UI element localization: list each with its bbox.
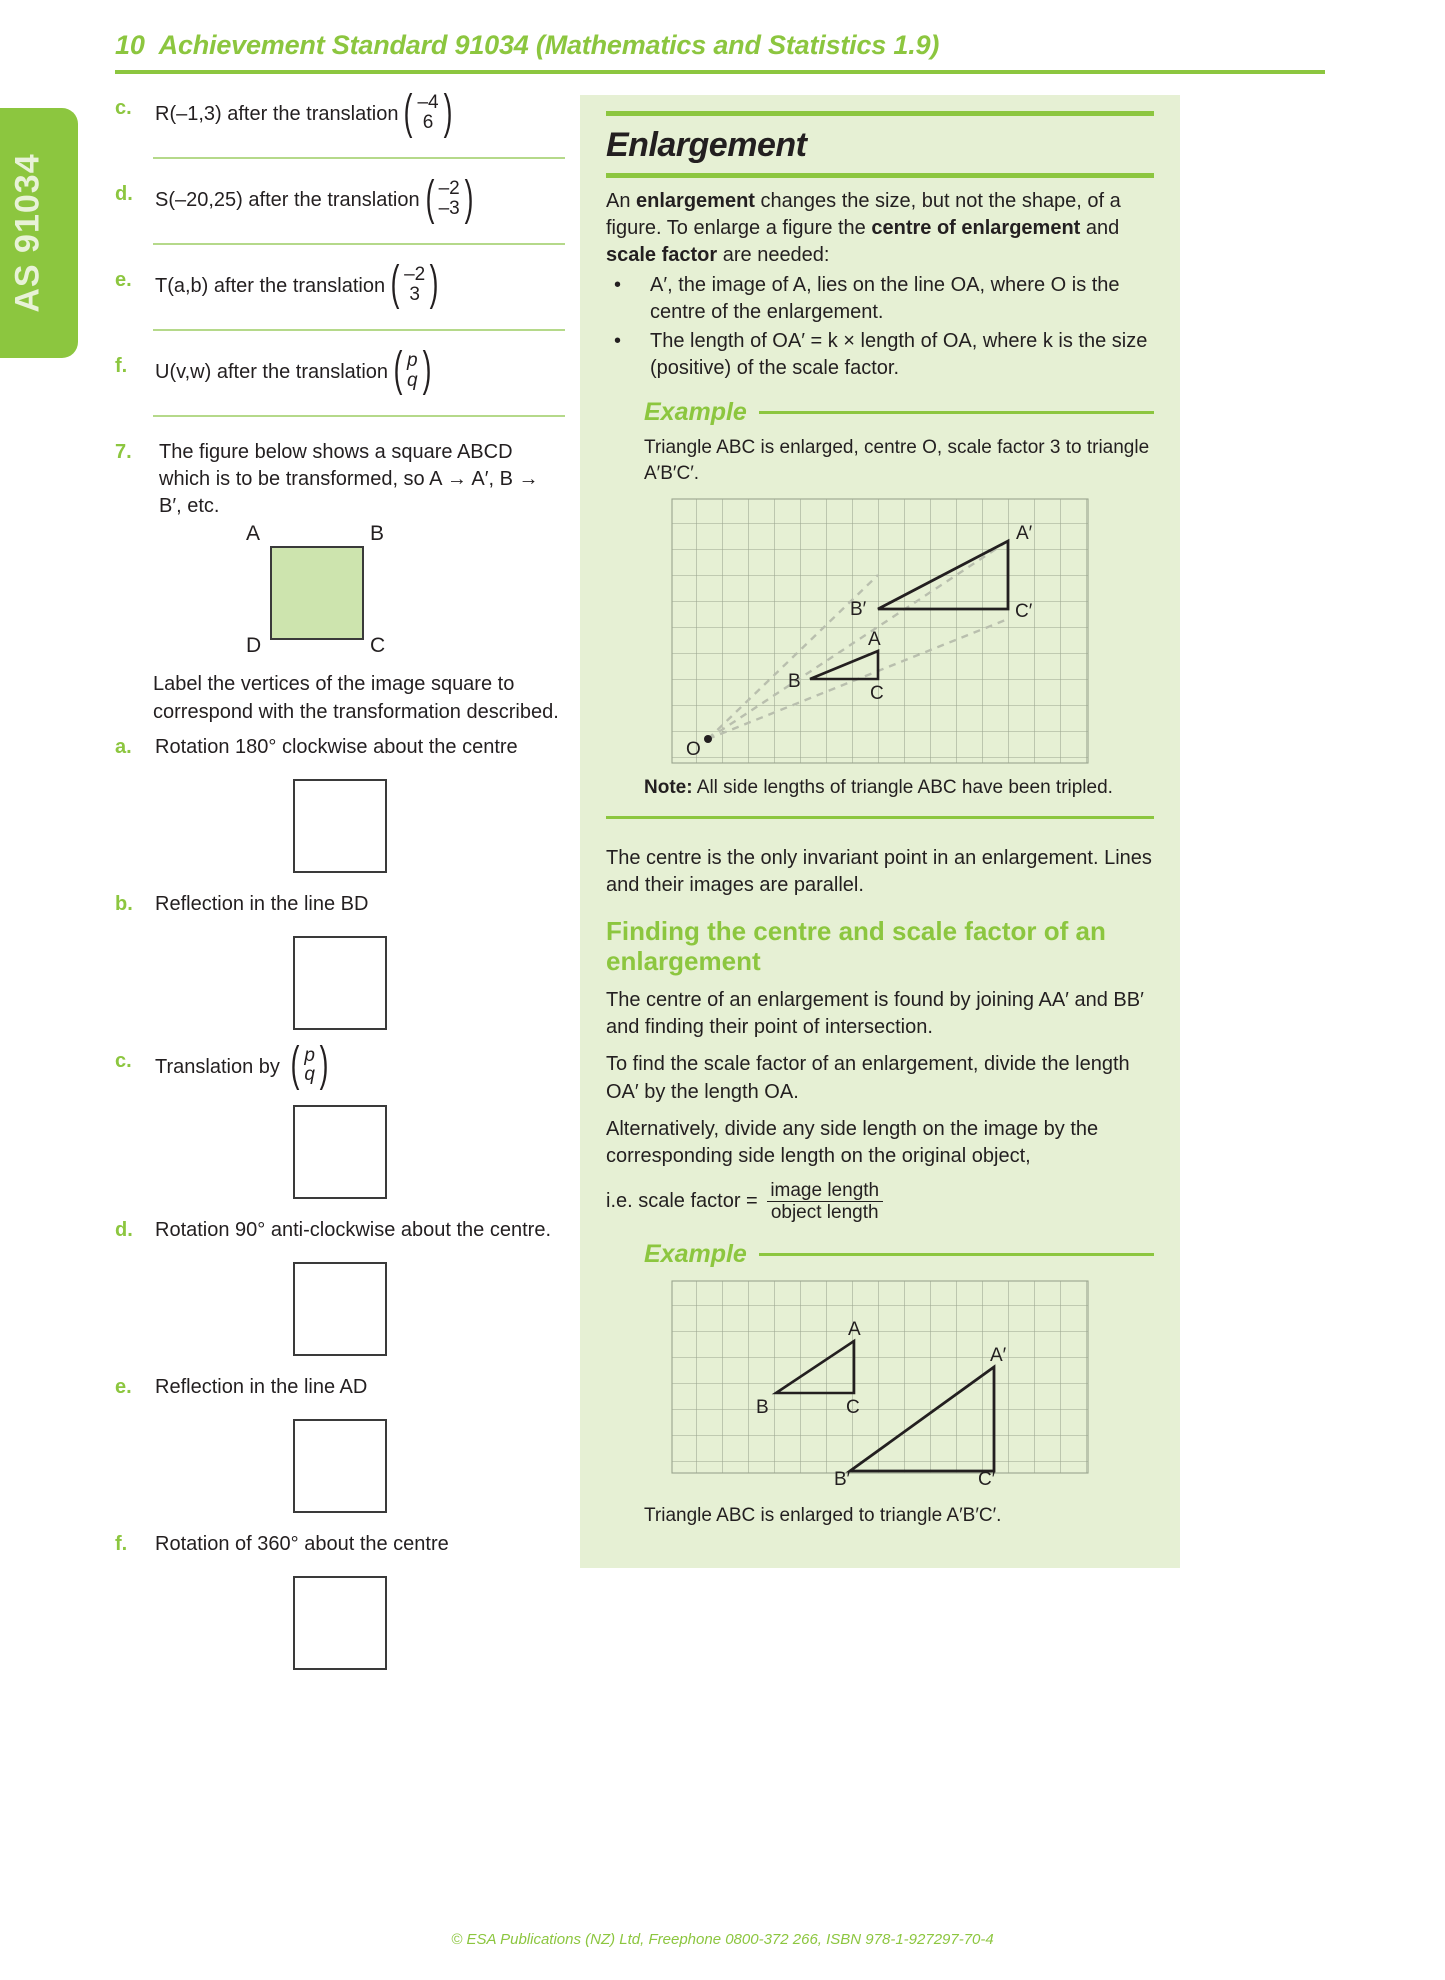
- answer-square-c[interactable]: [293, 1105, 387, 1199]
- list-item: [115, 734, 565, 761]
- left-column: [115, 85, 565, 1688]
- vertex-label-d: D: [246, 633, 262, 657]
- diagram1-label-b: B: [788, 670, 801, 692]
- column-vector: [422, 171, 477, 225]
- paren-left-icon: (: [425, 171, 434, 225]
- question-stem: The figure below shows a square ABCD which is to be transformed, so A → A′, B → B′, etc.: [159, 440, 539, 517]
- fraction-denominator: object length: [767, 1201, 883, 1223]
- diagram2-label-b: B: [756, 1396, 769, 1418]
- list-item: [606, 272, 1154, 326]
- list-item: [115, 1038, 565, 1092]
- answer-square-e[interactable]: [293, 1419, 387, 1513]
- question-number: 7.: [115, 440, 132, 463]
- item-label: f.: [115, 354, 128, 377]
- diagram2-label-c: C: [846, 1396, 860, 1418]
- item-body: [155, 1038, 565, 1092]
- header-title-line: [115, 30, 1325, 61]
- example-label: Example: [644, 398, 747, 427]
- page-number: 10: [115, 30, 145, 60]
- fraction: [766, 1180, 883, 1224]
- vector-bottom: –3: [438, 197, 460, 219]
- centre-point-o: [704, 735, 712, 743]
- intro-paragraph: [606, 188, 1154, 270]
- paren-right-icon: ): [464, 171, 474, 225]
- paren-left-icon: (: [393, 343, 403, 397]
- section-heading: Finding the centre and scale factor of an enlargement: [606, 915, 1106, 977]
- example-2-figure-wrap: [606, 1279, 1154, 1475]
- list-item: [115, 257, 565, 311]
- side-tab-label: AS 91034: [8, 153, 47, 313]
- item-label: a.: [115, 735, 132, 758]
- vector-bottom: 6: [422, 111, 434, 133]
- answer-square-d[interactable]: [293, 1262, 387, 1356]
- panel-inner: [580, 95, 1180, 800]
- question-7: [115, 439, 565, 520]
- list-item: [115, 171, 565, 225]
- item-label: d.: [115, 1219, 133, 1242]
- intro-seg-2: changes the size, but not the shape, of a figure. To enlarge a figure the: [606, 190, 1121, 240]
- diagram2-label-bp: B′: [834, 1468, 851, 1490]
- square-abcd-shape: [270, 546, 364, 640]
- item-text: U(v,w) after the translation: [155, 360, 389, 383]
- example-1-text: Triangle ABC is enlarged, centre O, scale factor 3 to triangle A′B′C′.: [644, 437, 1150, 484]
- answer-square-f[interactable]: [293, 1576, 387, 1670]
- vector-top: p: [407, 349, 418, 371]
- item-label: e.: [115, 1376, 132, 1399]
- intro-seg-1: enlargement: [636, 190, 755, 212]
- bullet-text: The length of OA′ = k × length of OA, where k is the size (positive) of the scale factor.: [650, 329, 1148, 380]
- enlargement-panel: [580, 95, 1180, 1568]
- intro-seg-0: An: [606, 190, 637, 212]
- item-text: R(–1,3) after the translation: [155, 103, 399, 126]
- paren-left-icon: (: [390, 257, 400, 311]
- example-1-figure-wrap: [606, 497, 1154, 765]
- answer-square-a[interactable]: [293, 779, 387, 873]
- divider: [153, 157, 565, 159]
- note-text: All side lengths of triangle ABC have been tripled.: [692, 776, 1113, 798]
- header-rule: [115, 70, 1325, 74]
- list-item: [115, 1217, 565, 1244]
- panel-title-rule: [606, 173, 1154, 178]
- column-vector: [287, 1038, 332, 1092]
- column-vector: [400, 85, 455, 139]
- diagram2-label-ap: A′: [990, 1344, 1007, 1366]
- item-text: T(a,b) after the translation: [155, 274, 386, 297]
- item-label: b.: [115, 892, 133, 915]
- list-item: [115, 1374, 565, 1401]
- vector-top: –2: [438, 177, 460, 199]
- vertex-label-b: B: [370, 521, 385, 545]
- item-label: c.: [115, 97, 132, 119]
- example-label: Example: [644, 1239, 747, 1268]
- page-header: [115, 30, 1325, 74]
- item-text: Rotation of 360° about the centre: [155, 1533, 449, 1556]
- item-body: [155, 171, 565, 225]
- standard-side-tab: [0, 108, 78, 358]
- intro-seg-4: and: [1080, 217, 1120, 240]
- invariant-paragraph: The centre is the only invariant point in an enlargement. Lines and their images are parallel.: [606, 847, 1152, 897]
- column-vector: [390, 343, 435, 397]
- note-label: Note:: [644, 776, 693, 798]
- item-label: c.: [115, 1049, 132, 1072]
- item-text: S(–20,25) after the translation: [155, 189, 420, 212]
- example-rule: [759, 411, 1154, 414]
- item-label: d.: [115, 182, 133, 205]
- item-text: Reflection in the line BD: [155, 892, 369, 915]
- question7-instruction: Label the vertices of the image square to correspond with the transformation described.: [153, 672, 559, 723]
- example-rule: [759, 1253, 1154, 1256]
- fraction-numerator: image length: [770, 1180, 880, 1202]
- divider: [153, 243, 565, 245]
- page-title: Achievement Standard 91034 (Mathematics and Statistics 1.9): [158, 30, 940, 60]
- list-item: [115, 891, 565, 918]
- paren-left-icon: (: [404, 85, 413, 139]
- vertex-label-c: C: [370, 633, 386, 657]
- vector-bottom: q: [407, 369, 418, 391]
- paren-right-icon: ): [319, 1038, 329, 1092]
- item-text: Rotation 90° anti-clockwise about the centre.: [155, 1219, 551, 1242]
- item-body: [155, 85, 565, 139]
- vector-top: p: [304, 1044, 315, 1066]
- vector-top: –2: [404, 263, 426, 285]
- example-2-heading: [644, 1240, 1154, 1269]
- item-label: f.: [115, 1533, 128, 1556]
- bullet-dot-icon: •: [614, 273, 622, 296]
- paragraph-2: To find the scale factor of an enlargement, divide the length OA′ by the length OA.: [606, 1053, 1130, 1103]
- scale-factor-formula: [606, 1180, 1154, 1224]
- example-1-heading: [644, 398, 1154, 427]
- paren-right-icon: ): [429, 257, 439, 311]
- list-item: [115, 85, 565, 139]
- vector-bottom: q: [304, 1064, 315, 1086]
- vector-bottom: 3: [409, 283, 420, 305]
- diagram1-label-a: A: [868, 628, 881, 650]
- panel-title: Enlargement: [606, 126, 807, 164]
- paren-right-icon: ): [443, 85, 452, 139]
- divider: [153, 415, 565, 417]
- intro-seg-5: scale factor: [606, 244, 718, 267]
- diagram2-label-cp: C′: [978, 1468, 996, 1490]
- example-2-caption: Triangle ABC is enlarged to triangle A′B′C′.: [644, 1504, 1002, 1526]
- intro-seg-6: are needed:: [717, 244, 830, 267]
- paragraph-1: The centre of an enlargement is found by joining AA′ and BB′ and finding their point of intersection.: [606, 988, 1144, 1039]
- item-body: [155, 257, 565, 311]
- enlargement-diagram-2: [670, 1279, 1090, 1475]
- bullet-text: A′, the image of A, lies on the line OA, where O is the centre of the enlargement.: [650, 273, 1120, 323]
- vertex-label-a: A: [246, 521, 261, 545]
- bullet-list: [606, 272, 1154, 383]
- example-1-note: [644, 775, 1154, 801]
- item-label: e.: [115, 268, 132, 291]
- column-vector: [387, 257, 442, 311]
- item-text: Reflection in the line AD: [155, 1376, 368, 1399]
- item-text: Translation by: [155, 1055, 280, 1078]
- item-body: [155, 343, 565, 397]
- diagram2-label-a: A: [848, 1318, 861, 1340]
- panel-inner-2: [580, 819, 1180, 1528]
- answer-square-b[interactable]: [293, 936, 387, 1030]
- page-footer: © ESA Publications (NZ) Ltd, Freephone 0800-372 266, ISBN 978-1-927297-70-4: [451, 1931, 994, 1948]
- diagram1-label-cp: C′: [1015, 600, 1033, 622]
- enlargement-diagram-1: [670, 497, 1090, 765]
- square-abcd-figure: [210, 521, 470, 657]
- paren-right-icon: ): [422, 343, 431, 397]
- intro-seg-3: centre of enlargement: [871, 217, 1081, 240]
- diagram1-label-c: C: [870, 682, 884, 704]
- list-item: [115, 1531, 565, 1558]
- diagram1-label-bp: B′: [850, 598, 867, 620]
- list-item: [606, 328, 1154, 382]
- divider: [153, 329, 565, 331]
- vector-top: –4: [417, 92, 439, 113]
- paragraph-3: Alternatively, divide any side length on the image by the corresponding side length on the original object,: [606, 1117, 1099, 1167]
- formula-lead: i.e. scale factor =: [606, 1190, 758, 1213]
- diagram1-label-ap: A′: [1016, 522, 1033, 544]
- item-text: Rotation 180° clockwise about the centre: [155, 735, 518, 758]
- diagram1-label-o: O: [686, 738, 701, 760]
- list-item: [115, 343, 565, 397]
- paren-left-icon: (: [291, 1038, 300, 1092]
- bullet-dot-icon: •: [614, 329, 622, 352]
